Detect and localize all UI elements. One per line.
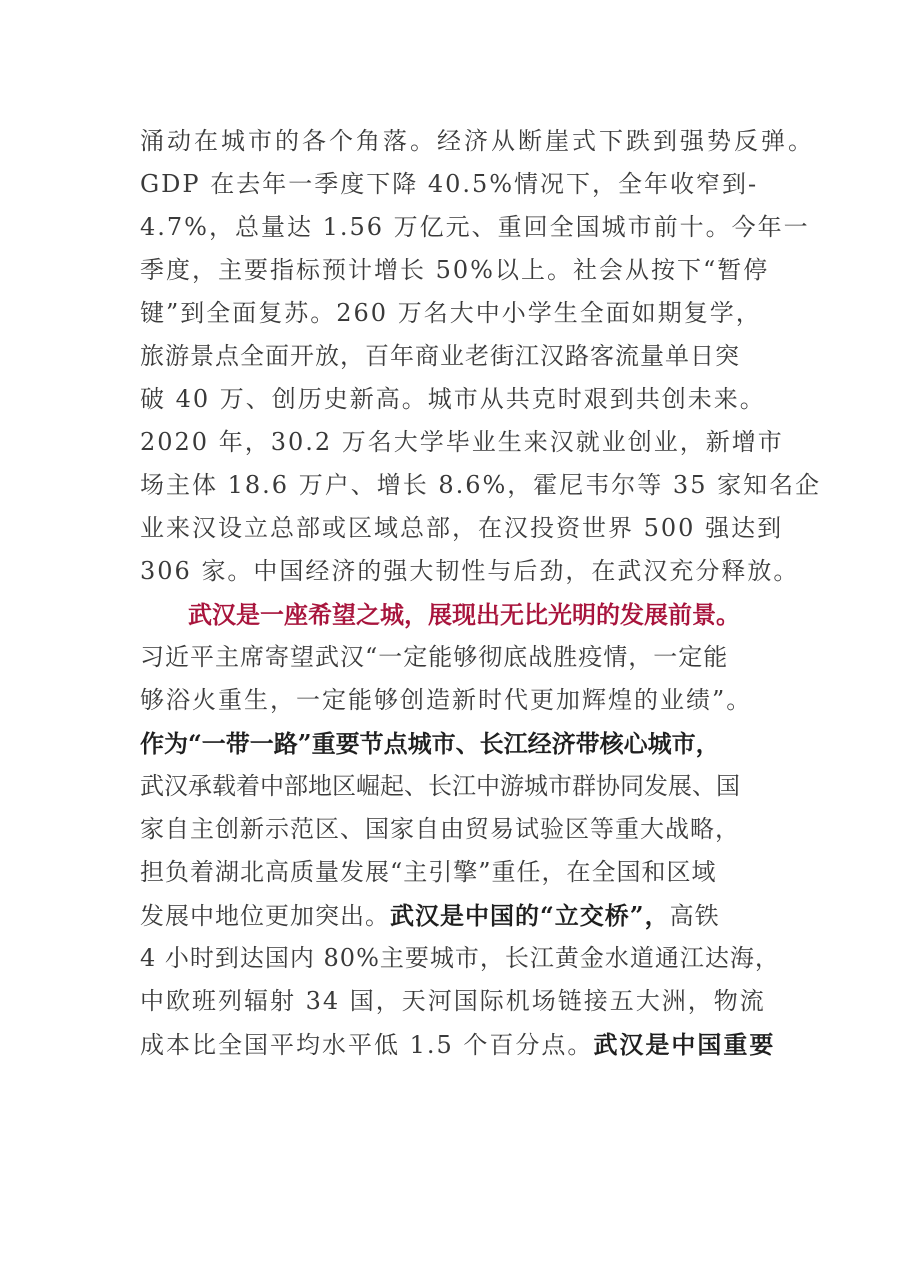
highlight-heading: 武汉是一座希望之城，展现出无比光明的发展前景。 — [140, 600, 740, 629]
bold-heading: 作为“一带一路”重要节点城市、长江经济带核心城市， — [140, 729, 720, 758]
text-line — [140, 206, 810, 249]
text-line-bold — [140, 722, 790, 765]
text-segment: 武汉承载着中部地区崛起、长江中游城市群协同发展、国 — [140, 772, 740, 800]
text-segment: 够浴火重生，一定能够创造新时代更加辉煌的业绩”。 — [140, 686, 753, 714]
text-line — [140, 636, 790, 679]
text-segment: GDP 在去年一季度下降 40.5%情况下，全年收窄到- — [140, 170, 759, 198]
text-line — [140, 679, 790, 722]
text-line — [140, 421, 790, 464]
text-segment: 场主体 18.6 万户、增长 8.6%，霍尼韦尔等 35 家知名企 — [140, 471, 822, 499]
text-segment: 习近平主席寄望武汉“一定能够彻底战胜疫情，一定能 — [140, 643, 729, 671]
text-line — [140, 464, 822, 507]
text-segment: 破 40 万、创历史新高。城市从共克时艰到共创未来。 — [140, 385, 766, 413]
text-segment: 4.7%，总量达 1.56 万亿元、重回全国城市前十。今年一 — [140, 213, 810, 241]
text-line-highlight — [140, 593, 790, 636]
text-line — [140, 894, 790, 937]
text-line — [140, 120, 815, 163]
text-line — [140, 249, 790, 292]
bold-phrase: 武汉是中国重要 — [593, 1030, 776, 1059]
text-line — [140, 851, 790, 894]
body-text-block — [140, 120, 822, 1066]
text-line — [140, 550, 800, 593]
text-line — [140, 1023, 790, 1066]
text-segment: 中欧班列辐射 34 国，天河国际机场链接五大洲，物流 — [140, 987, 766, 1015]
text-line — [140, 507, 790, 550]
text-segment: 家自主创新示范区、国家自由贸易试验区等重大战略， — [140, 815, 740, 843]
text-segment: 旅游景点全面开放，百年商业老街江汉路客流量单日突 — [140, 342, 740, 370]
text-segment: 季度，主要指标预计增长 50%以上。社会从按下“暂停 — [140, 256, 770, 284]
text-segment: 2020 年，30.2 万名大学毕业生来汉就业创业，新增市 — [140, 428, 784, 456]
text-segment: 306 家。中国经济的强大韧性与后劲，在武汉充分释放。 — [140, 557, 800, 585]
text-line — [140, 980, 790, 1023]
text-line — [140, 163, 790, 206]
bold-phrase: 武汉是中国的“立交桥”， — [390, 901, 670, 930]
text-line — [140, 292, 790, 335]
text-line — [140, 378, 790, 421]
text-segment: 涌动在城市的各个角落。经济从断崖式下跌到强势反弹。 — [140, 127, 815, 155]
text-segment: 高铁 — [669, 902, 720, 930]
text-line — [140, 335, 790, 378]
text-segment: 担负着湖北高质量发展“主引擎”重任，在全国和区域 — [140, 858, 717, 886]
text-segment: 键”到全面复苏。260 万名大中小学生全面如期复学， — [140, 299, 762, 327]
text-segment: 业来汉设立总部或区域总部，在汉投资世界 500 强达到 — [140, 514, 784, 542]
text-segment: 4 小时到达国内 80%主要城市，长江黄金水道通江达海， — [140, 944, 780, 972]
text-segment: 发展中地位更加突出。 — [140, 902, 390, 930]
text-line — [140, 937, 790, 980]
text-segment: 成本比全国平均水平低 1.5 个百分点。 — [140, 1031, 594, 1059]
text-line — [140, 808, 790, 851]
text-line — [140, 765, 790, 808]
